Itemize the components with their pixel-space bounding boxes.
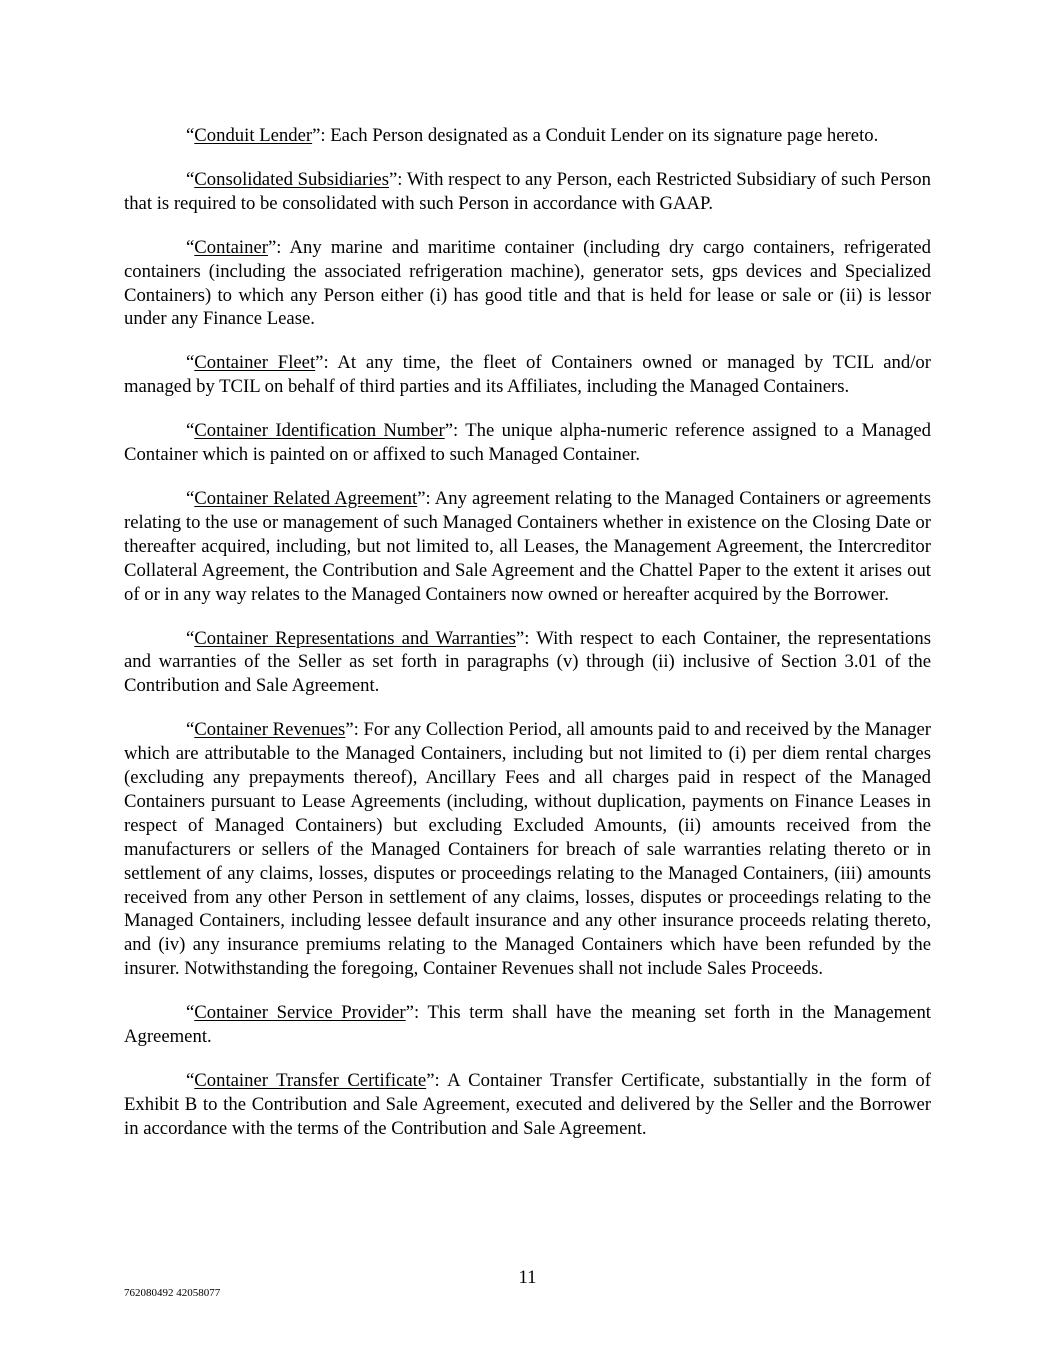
definition-paragraph [124, 124, 931, 148]
defined-term: Container Identification Number [194, 420, 445, 442]
open-quote: “ [186, 487, 195, 509]
close-quote: ” [345, 719, 354, 741]
page-number: 11 [518, 1267, 537, 1288]
definition-paragraph [124, 487, 931, 607]
definition-text: : Any marine and maritime container (including dry cargo containers, refrigerated containers (including the associated refrigeration machine), generator sets, gps devices and Specialized Containers) to which any Person either (i) has good title and that is held for lease or sale or (ii) is lessor under any Finance Lease. [124, 236, 931, 330]
defined-term: Container Transfer Certificate [194, 1070, 427, 1091]
close-quote: ” [405, 1002, 414, 1024]
definition-text: : For any Collection Period, all amounts paid to and received by the Manager which are attributable to the Managed Containers, including but not limited to (i) per diem rental charges (excluding any prepayments thereof), Ancillary Fees and all charges paid in respect of the Managed Containers pursuant to Lease Agreements (including, without duplication, payments on Finance Leases in respect of Managed Containers) but excluding Excluded Amounts, (ii) amounts received from the manufacturers or sellers of the Managed Containers for breach of sale warranties relating thereto or in settlement of any claims, losses, disputes or proceedings relating to the Managed Containers, (iii) amounts received from any other Person in settlement of any claims, losses, disputes or proceedings relating to the Managed Containers, including lessee default insurance and any other insurance proceeds relating thereto, and (iv) any insurance premiums relating to the Managed Containers which have been refunded by the insurer. Notwithstanding the foregoing, Container Revenues shall not include Sales Proceeds. [124, 719, 932, 980]
close-quote: ” [417, 487, 426, 509]
defined-term: Container Fleet [194, 352, 316, 374]
close-quote: ” [388, 168, 398, 190]
definition-text: : Each Person designated as a Conduit Lender on its signature page hereto. [320, 125, 879, 146]
open-quote: “ [186, 1002, 195, 1024]
definition-paragraph [124, 1069, 931, 1141]
definition-paragraph [124, 627, 931, 699]
close-quote: ” [312, 125, 321, 146]
definition-text: : Any agreement relating to the Managed Containers or agreements relating to the use or management of such Managed Containers whether in existence on the Closing Date or thereafter acquired, including, but not limited to, all Leases, the Management Agreement, the Intercreditor Collateral Agreement, the Contribution and Sale Agreement and the Chattel Paper to the extent it arises out of or in any way relates to the Managed Containers now owned or hereafter acquired by the Borrower. [124, 487, 931, 605]
definition-paragraph [124, 1001, 931, 1049]
defined-term: Container Related Agreement [194, 487, 418, 509]
defined-term: Conduit Lender [194, 125, 313, 146]
definition-text: : At any time, the fleet of Containers owned or managed by TCIL and/or managed by TCIL on behalf of third parties and its Affiliates, including the Managed Containers. [124, 352, 931, 398]
definition-paragraph [124, 236, 931, 332]
definition-text: : With respect to each Container, the representations and warranties of the Seller as set forth in paragraphs (v) through (ii) inclusive of Section 3.01 of the Contribution and Sale Agreement. [124, 627, 931, 697]
open-quote: “ [186, 420, 195, 442]
definition-text: : A Container Transfer Certificate, substantially in the form of Exhibit B to the Contribution and Sale Agreement, executed and delivered by the Seller and the Borrower in accordance with the terms of the Contribution and Sale Agreement. [124, 1070, 932, 1139]
definition-paragraph [124, 718, 931, 981]
open-quote: “ [186, 1070, 195, 1091]
open-quote: “ [186, 125, 195, 146]
definition-paragraph [124, 351, 931, 399]
definition-text: : This term shall have the meaning set forth in the Management Agreement. [124, 1002, 931, 1048]
close-quote: ” [315, 352, 324, 374]
definitions-list [124, 124, 931, 1161]
close-quote: ” [515, 627, 525, 649]
defined-term: Container Representations and Warranties [194, 627, 516, 649]
defined-term: Container Service Provider [194, 1002, 406, 1024]
definition-text: : With respect to any Person, each Restricted Subsidiary of such Person that is required to be consolidated with such Person in accordance with GAAP. [124, 168, 931, 214]
open-quote: “ [186, 236, 195, 258]
definition-paragraph [124, 168, 931, 216]
definition-text: : The unique alpha-numeric reference assigned to a Managed Container which is painted on or affixed to such Managed Container. [124, 420, 932, 466]
defined-term: Container Revenues [194, 719, 346, 741]
close-quote: ” [268, 236, 277, 258]
defined-term: Consolidated Subsidiaries [194, 168, 389, 190]
open-quote: “ [186, 168, 195, 190]
document-id: 762080492 42058077 [124, 1287, 221, 1299]
definition-paragraph [124, 419, 931, 467]
defined-term: Container [194, 236, 268, 258]
close-quote: ” [426, 1070, 435, 1091]
open-quote: “ [186, 352, 195, 374]
open-quote: “ [186, 627, 195, 649]
close-quote: ” [444, 420, 453, 442]
open-quote: “ [186, 719, 195, 741]
